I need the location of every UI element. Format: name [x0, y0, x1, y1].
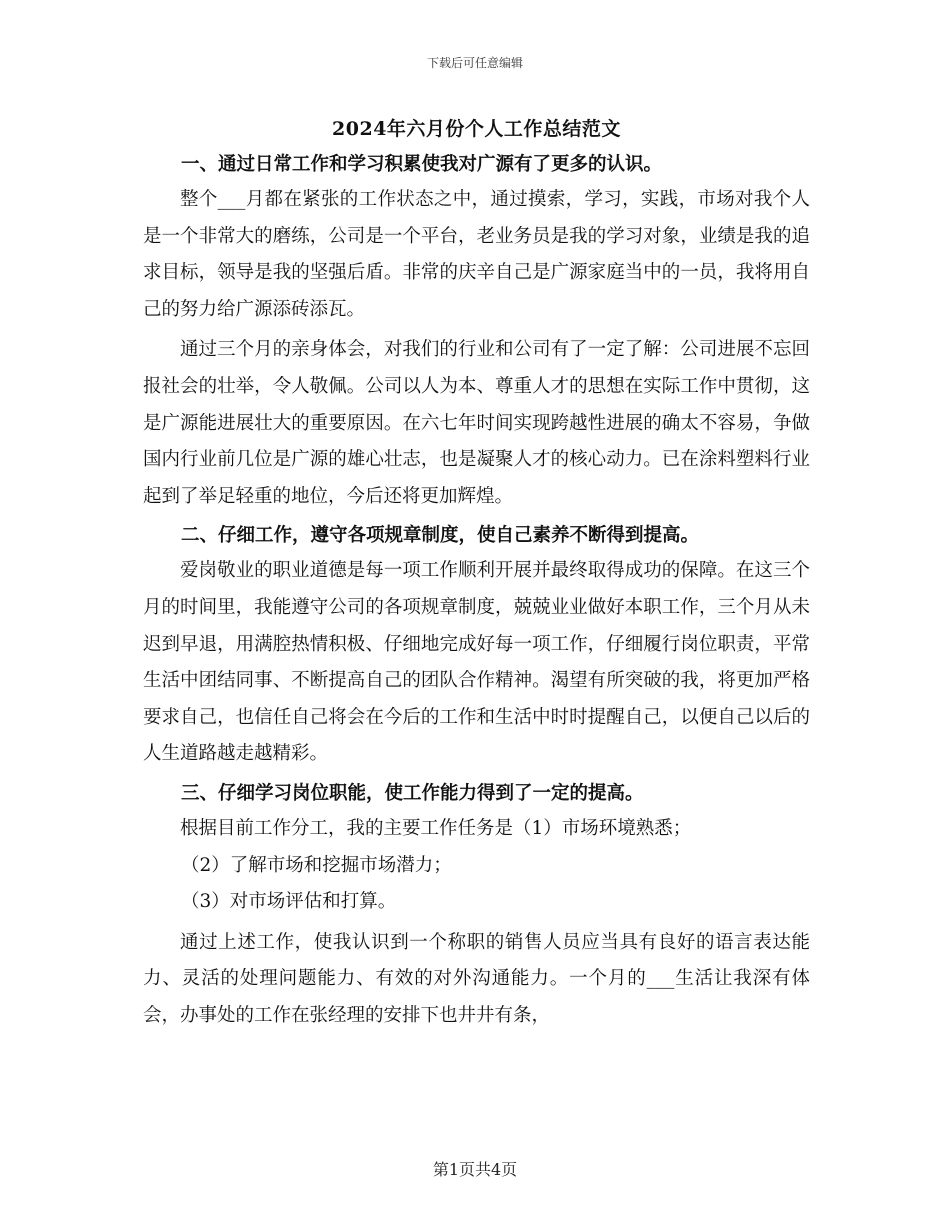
section-1-paragraph-2: 通过三个月的亲身体会，对我们的行业和公司有了一定了解：公司进展不忘回报社会的壮举，令人敬佩。公司以人为本、尊重人才的思想在实际工作中贯彻，这是广源能进展壮大的重要原因。在六七年时间实现跨越性进展的确太不容易，争做国内行业前几位是广源的雄心壮志，也是凝聚人才的核心动力。已在涂料塑料行业起到了举足轻重的地位，今后还将更加辉煌。	[143, 339, 810, 507]
section-1-paragraph-1: 整个___月都在紧张的工作状态之中，通过摸索，学习，实践，市场对我个人是一个非常大的磨练，公司是一个平台，老业务员是我的学习对象，业绩是我的追求目标，领导是我的坚强后盾。非常的庆辛自己是广源家庭当中的一员，我将用自己的努力给广源添砖添瓦。	[143, 189, 810, 320]
page-footer: 第1页共4页	[432, 1160, 518, 1179]
section-2-heading: 二、仔细工作，遵守各项规章制度，使自己素养不断得到提高。	[181, 525, 700, 547]
section-3-intro: 根据目前工作分工，我的主要工作任务是（1）市场环境熟悉；	[180, 817, 692, 839]
section-3-heading: 三、仔细学习岗位职能，使工作能力得到了一定的提高。	[181, 782, 644, 804]
document-body	[143, 110, 810, 1038]
section-1-heading: 一、通过日常工作和学习积累使我对广源有了更多的认识。	[181, 154, 663, 175]
section-2-paragraph-1: 爱岗敬业的职业道德是每一项工作顺利开展并最终取得成功的保障。在这三个月的时间里，我能遵守公司的各项规章制度，兢兢业业做好本职工作，三个月从未迟到早退，用满腔热情积极、仔细地完成好每一项工作，仔细履行岗位职责，平常生活中团结同事、不断提高自己的团队合作精神。渴望有所突破的我，将更加严格要求自己，也信任自己将会在今后的工作和生活中时时提醒自己，以便自己以后的人生道路越走越精彩。	[143, 560, 810, 765]
section-3-list-item-3: （3）对市场评估和打算。	[181, 891, 397, 913]
section-3-paragraph-1: 通过上述工作，使我认识到一个称职的销售人员应当具有良好的语言表达能力、灵活的处理问题能力、有效的对外沟通能力。一个月的___生活让我深有体会，办事处的工作在张经理的安排下也井井有条，	[143, 931, 810, 1026]
page-header: 下载后可任意编辑	[426, 56, 523, 70]
section-3-list-item-2: （2）了解市场和挖掘市场潜力；	[181, 854, 452, 876]
document-title: 2024年六月份个人工作总结范文	[332, 118, 621, 140]
